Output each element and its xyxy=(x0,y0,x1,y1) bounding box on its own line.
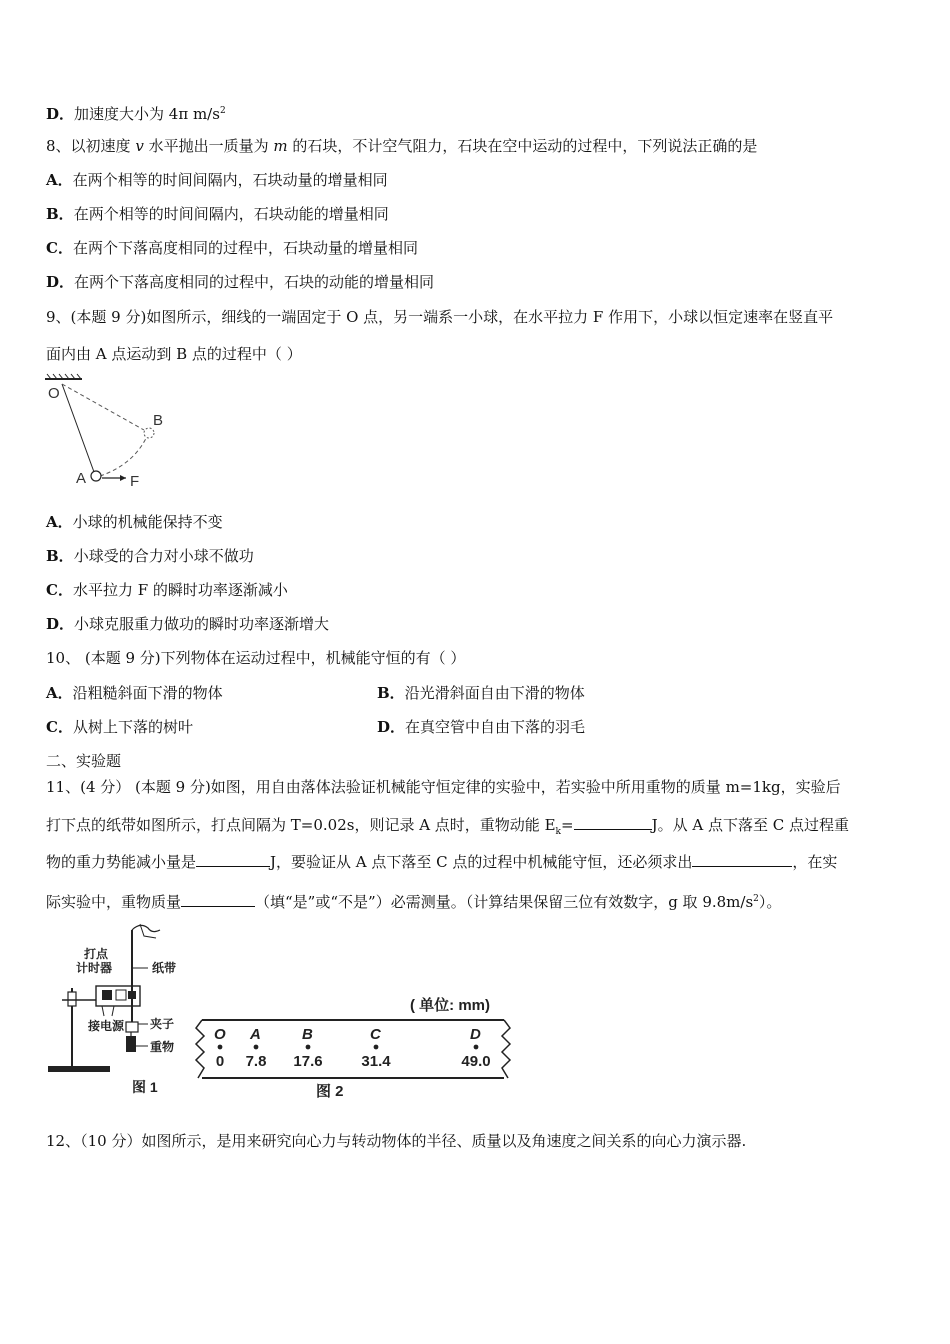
tape-dot xyxy=(218,1045,223,1050)
tape-dot xyxy=(254,1045,259,1050)
answer-blank-quantity[interactable] xyxy=(692,852,792,867)
timer-label-1: 打点 xyxy=(84,947,109,961)
answer-blank-ep[interactable] xyxy=(196,852,270,867)
q7-option-d: D．加速度大小为 4π $m/s^2$ xyxy=(46,105,226,123)
q9-option-b: B．小球受的合力对小球不做功 xyxy=(46,547,254,565)
tape-point-name: O xyxy=(214,1026,226,1043)
label-a: A xyxy=(76,470,87,487)
answer-blank-ek[interactable] xyxy=(574,815,652,830)
answer-blank-mass[interactable] xyxy=(181,892,255,907)
tape-point-name: D xyxy=(470,1026,481,1043)
q12-stem: 12、（10 分）如图所示，是用来研究向心力与转动物体的半径、质量以及角速度之间关系的向心力演示器. xyxy=(46,1132,747,1150)
q9-stem-line1: 9、(本题 9 分)如图所示，细线的一端固定于 O 点，另一端系一小球，在水平拉力 F 作用下，小球以恒定速率在竖直平 xyxy=(46,308,834,326)
tape-point-value: 31.4 xyxy=(361,1053,391,1070)
dashed-string xyxy=(62,384,144,430)
tape-label: 纸带 xyxy=(152,961,177,975)
string-line xyxy=(62,384,94,472)
q10-stem: 10、 (本题 9 分)下列物体在运动过程中，机械能守恒的有（ ） xyxy=(46,649,466,667)
q8-option-d: D．在两个下落高度相同的过程中，石块的动能的增量相同 xyxy=(46,273,435,291)
tape-point-value: 7.8 xyxy=(245,1053,267,1070)
q8-option-a: A．在两个相等的时间间隔内，石块动量的增量相同 xyxy=(46,171,388,189)
weight xyxy=(126,1036,136,1052)
q9-option-c: C．水平拉力 F 的瞬时功率逐渐减小 xyxy=(46,581,288,599)
tape-dot xyxy=(474,1045,479,1050)
q8-stem: 8、以初速度 v 水平抛出一质量为 m 的石块，不计空气阻力，石块在空中运动的过程中，下列说法正确的是 xyxy=(46,137,758,155)
tape-point-name: A xyxy=(250,1026,261,1043)
tape-point-value: 0 xyxy=(215,1053,225,1070)
timer-label-2: 计时器 xyxy=(76,961,113,975)
label-o: O xyxy=(48,385,60,402)
fig2-caption: 图 2 xyxy=(316,1083,344,1100)
unit-label: ( 单位: mm) xyxy=(410,997,490,1014)
label-f: F xyxy=(130,473,140,490)
dashed-arc xyxy=(100,434,148,476)
q11-line2: 打下点的纸带如图所示，打点间隔为 T=0.02s，则记录 A 点时，重物动能 $E_k= J$。从 A 点下落至 C 点过程重 xyxy=(46,816,849,837)
tape-point-name: C xyxy=(370,1026,381,1043)
q11-line3: 物的重力势能减小量是 J，要验证从 A 点下落至 C 点的过程中机械能守恒，还必须求出 ，在实 xyxy=(46,853,838,871)
tape-figure xyxy=(192,992,522,1102)
q10-option-d: D．在真空管中自由下落的羽毛 xyxy=(377,718,586,736)
q9-option-d: D．小球克服重力做功的瞬时功率逐渐增大 xyxy=(46,615,330,633)
ball-a xyxy=(91,471,101,481)
pendulum-figure xyxy=(40,372,180,492)
label-b: B xyxy=(153,412,164,429)
q8-option-b: B．在两个相等的时间间隔内，石块动能的增量相同 xyxy=(46,205,389,223)
clip xyxy=(126,1022,138,1032)
q8-option-c: C．在两个下落高度相同的过程中，石块动量的增量相同 xyxy=(46,239,418,257)
q10-option-c: C．从树上下落的树叶 xyxy=(46,718,193,736)
tape-point-name: B xyxy=(302,1026,313,1043)
fig1-caption: 图 1 xyxy=(132,1079,158,1095)
q10-option-a: A．沿粗糙斜面下滑的物体 xyxy=(46,684,223,702)
section-title: 二、实验题 xyxy=(46,752,122,770)
tape-point-value: 49.0 xyxy=(461,1053,491,1070)
clip-label: 夹子 xyxy=(150,1017,175,1031)
q11-line1: 11、(4 分） (本题 9 分)如图，用自由落体法验证机械能守恒定律的实验中，若实验中所用重物的质量 m=1kg，实验后 xyxy=(46,778,841,796)
tape-point-value: 17.6 xyxy=(293,1053,323,1070)
power-label: 接电源 xyxy=(88,1019,125,1033)
q10-option-b: B．沿光滑斜面自由下滑的物体 xyxy=(377,684,585,702)
q11-line4: 际实验中，重物质量 （填“是”或“不是”）必需测量。（计算结果保留三位有效数字，g 取 $9.8m/s^2$）。 xyxy=(46,893,782,911)
tape-dot xyxy=(374,1045,379,1050)
apparatus-figure xyxy=(44,918,194,1098)
q9-option-a: A．小球的机械能保持不变 xyxy=(46,513,223,531)
weight-label: 重物 xyxy=(150,1040,175,1054)
ball-b xyxy=(144,428,154,438)
tape-dot xyxy=(306,1045,311,1050)
q9-stem-line2: 面内由 A 点运动到 B 点的过程中（ ） xyxy=(46,345,302,363)
